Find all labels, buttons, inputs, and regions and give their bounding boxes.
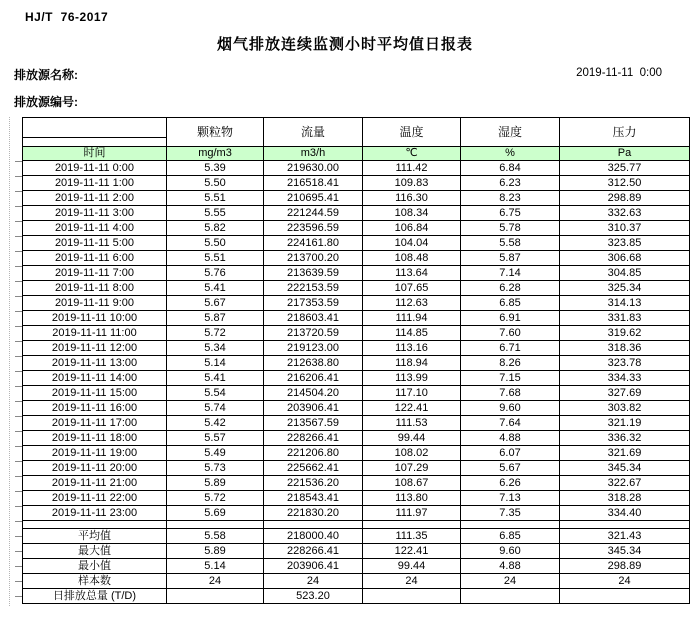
cell-value: 5.58: [167, 529, 264, 544]
cell-value: 112.63: [363, 296, 461, 311]
row-time: 2019-11-11 10:00: [23, 311, 167, 326]
unit-flow: m3/h: [264, 147, 363, 161]
row-time: 2019-11-11 8:00: [23, 281, 167, 296]
cell-value: 5.34: [167, 341, 264, 356]
cell-value: 109.83: [363, 176, 461, 191]
cell-value: 5.50: [167, 236, 264, 251]
cell-value: 114.85: [363, 326, 461, 341]
cell-value: 321.43: [560, 529, 690, 544]
cell-value: 332.63: [560, 206, 690, 221]
table-row: [23, 529, 690, 544]
cell-value: 5.74: [167, 401, 264, 416]
cell-value: 5.54: [167, 386, 264, 401]
cell-value: 5.72: [167, 491, 264, 506]
summary-label: 最小值: [23, 559, 167, 574]
cell-value: 327.69: [560, 386, 690, 401]
cell-value: [363, 589, 461, 604]
header-row-pollutants: [23, 118, 690, 138]
cell-value: 221206.80: [264, 446, 363, 461]
cell-value: 5.89: [167, 476, 264, 491]
spacer-cell: [461, 521, 560, 529]
row-time: 2019-11-11 5:00: [23, 236, 167, 251]
row-time: 2019-11-11 15:00: [23, 386, 167, 401]
cell-value: 334.40: [560, 506, 690, 521]
cell-value: 111.53: [363, 416, 461, 431]
spacer-row: [23, 521, 690, 529]
row-time: 2019-11-11 6:00: [23, 251, 167, 266]
row-time: 2019-11-11 3:00: [23, 206, 167, 221]
cell-value: 9.60: [461, 401, 560, 416]
cell-value: 6.91: [461, 311, 560, 326]
cell-value: 225662.41: [264, 461, 363, 476]
cell-value: 213567.59: [264, 416, 363, 431]
cell-value: 221244.59: [264, 206, 363, 221]
cell-value: 298.89: [560, 559, 690, 574]
cell-value: 118.94: [363, 356, 461, 371]
cell-value: 106.84: [363, 221, 461, 236]
table-row: [23, 311, 690, 326]
cell-value: 216206.41: [264, 371, 363, 386]
cell-value: 306.68: [560, 251, 690, 266]
cell-value: 24: [461, 574, 560, 589]
table-row: [23, 401, 690, 416]
cell-value: 203906.41: [264, 559, 363, 574]
cell-value: 6.28: [461, 281, 560, 296]
col-header-humidity: 湿度: [461, 118, 560, 147]
cell-value: 325.34: [560, 281, 690, 296]
cell-value: 111.42: [363, 161, 461, 176]
cell-value: 6.85: [461, 529, 560, 544]
cell-value: 222153.59: [264, 281, 363, 296]
row-time: 2019-11-11 11:00: [23, 326, 167, 341]
cell-value: 217353.59: [264, 296, 363, 311]
unit-pressure: Pa: [560, 147, 690, 161]
cell-value: 304.85: [560, 266, 690, 281]
cell-value: 5.42: [167, 416, 264, 431]
cell-value: 104.04: [363, 236, 461, 251]
table-row: [23, 161, 690, 176]
cell-value: 310.37: [560, 221, 690, 236]
cell-value: 219123.00: [264, 341, 363, 356]
page-title: 烟气排放连续监测小时平均值日报表: [216, 36, 473, 53]
table-row: [23, 326, 690, 341]
cell-value: 216518.41: [264, 176, 363, 191]
table-row: [23, 371, 690, 386]
row-time: 2019-11-11 23:00: [23, 506, 167, 521]
table-row: [23, 461, 690, 476]
summary-label: 样本数: [23, 574, 167, 589]
cell-value: 7.64: [461, 416, 560, 431]
spreadsheet-gridline-artifact: [9, 117, 10, 606]
spacer-cell: [167, 521, 264, 529]
cell-value: 8.26: [461, 356, 560, 371]
standard-code: HJ/T 76-2017: [25, 10, 109, 24]
cell-value: [167, 589, 264, 604]
cell-value: 108.02: [363, 446, 461, 461]
cell-value: 24: [363, 574, 461, 589]
cell-value: 298.89: [560, 191, 690, 206]
table-row: [23, 574, 690, 589]
cell-value: 6.75: [461, 206, 560, 221]
report-table: [22, 117, 690, 604]
cell-value: 303.82: [560, 401, 690, 416]
cell-value: 6.85: [461, 296, 560, 311]
cell-value: 24: [560, 574, 690, 589]
cell-value: 5.87: [167, 311, 264, 326]
cell-value: 113.99: [363, 371, 461, 386]
unit-humidity: %: [461, 147, 560, 161]
cell-value: 219630.00: [264, 161, 363, 176]
row-time: 2019-11-11 2:00: [23, 191, 167, 206]
cell-value: 5.67: [461, 461, 560, 476]
cell-value: 5.67: [167, 296, 264, 311]
summary-label: 平均值: [23, 529, 167, 544]
source-id-label: 排放源编号:: [14, 95, 78, 109]
cell-value: 221536.20: [264, 476, 363, 491]
cell-value: 5.14: [167, 356, 264, 371]
cell-value: 224161.80: [264, 236, 363, 251]
table-row: [23, 206, 690, 221]
table-row: [23, 386, 690, 401]
table-row: [23, 356, 690, 371]
spacer-cell: [264, 521, 363, 529]
cell-value: 7.14: [461, 266, 560, 281]
cell-value: 336.32: [560, 431, 690, 446]
cell-value: 314.13: [560, 296, 690, 311]
row-gridline-ticks: [15, 147, 22, 606]
cell-value: 213720.59: [264, 326, 363, 341]
table-row: [23, 491, 690, 506]
row-time: 2019-11-11 14:00: [23, 371, 167, 386]
cell-value: 213639.59: [264, 266, 363, 281]
col-header-pressure: 压力: [560, 118, 690, 147]
cell-value: 321.19: [560, 416, 690, 431]
table-row: [23, 544, 690, 559]
table-row: [23, 431, 690, 446]
spacer-cell: [363, 521, 461, 529]
cell-value: 5.57: [167, 431, 264, 446]
cell-value: 210695.41: [264, 191, 363, 206]
row-time: 2019-11-11 7:00: [23, 266, 167, 281]
cell-value: 213700.20: [264, 251, 363, 266]
row-time: 2019-11-11 0:00: [23, 161, 167, 176]
col-header-flow: 流量: [264, 118, 363, 147]
cell-value: 5.72: [167, 326, 264, 341]
cell-value: 117.10: [363, 386, 461, 401]
cell-value: 5.69: [167, 506, 264, 521]
cell-value: 113.80: [363, 491, 461, 506]
row-time: 2019-11-11 20:00: [23, 461, 167, 476]
cell-value: 116.30: [363, 191, 461, 206]
cell-value: 5.51: [167, 191, 264, 206]
cell-value: 334.33: [560, 371, 690, 386]
cell-value: 4.88: [461, 431, 560, 446]
corner-blank-top: [23, 118, 167, 138]
cell-value: 7.68: [461, 386, 560, 401]
cell-value: 5.41: [167, 371, 264, 386]
unit-temperature: ℃: [363, 147, 461, 161]
cell-value: 113.16: [363, 341, 461, 356]
cell-value: 218000.40: [264, 529, 363, 544]
cell-value: 321.69: [560, 446, 690, 461]
cell-value: 7.13: [461, 491, 560, 506]
table-row: [23, 266, 690, 281]
cell-value: 203906.41: [264, 401, 363, 416]
cell-value: 323.85: [560, 236, 690, 251]
table-row: [23, 589, 690, 604]
spacer-cell: [23, 521, 167, 529]
cell-value: [560, 589, 690, 604]
source-name-label: 排放源名称:: [14, 68, 78, 82]
table-row: [23, 176, 690, 191]
cell-value: 108.34: [363, 206, 461, 221]
cell-value: 318.28: [560, 491, 690, 506]
report-datetime: 2019-11-11 0:00: [576, 67, 662, 79]
row-time: 2019-11-11 4:00: [23, 221, 167, 236]
cell-value: 6.26: [461, 476, 560, 491]
cell-value: 113.64: [363, 266, 461, 281]
row-time: 2019-11-11 22:00: [23, 491, 167, 506]
cell-value: 6.23: [461, 176, 560, 191]
table-row: [23, 476, 690, 491]
row-time: 2019-11-11 1:00: [23, 176, 167, 191]
cell-value: 8.23: [461, 191, 560, 206]
cell-value: 111.35: [363, 529, 461, 544]
cell-value: 5.39: [167, 161, 264, 176]
cell-value: 318.36: [560, 341, 690, 356]
cell-value: 111.94: [363, 311, 461, 326]
cell-value: 5.87: [461, 251, 560, 266]
cell-value: 6.84: [461, 161, 560, 176]
cell-value: 5.82: [167, 221, 264, 236]
cell-value: 5.89: [167, 544, 264, 559]
cell-value: 331.83: [560, 311, 690, 326]
spacer-section: [23, 521, 690, 529]
cell-value: 107.29: [363, 461, 461, 476]
cell-value: 108.67: [363, 476, 461, 491]
cell-value: 218603.41: [264, 311, 363, 326]
summary-rows: [23, 529, 690, 604]
cell-value: 7.15: [461, 371, 560, 386]
cell-value: 5.41: [167, 281, 264, 296]
cell-value: 4.88: [461, 559, 560, 574]
cell-value: 99.44: [363, 431, 461, 446]
cell-value: 5.76: [167, 266, 264, 281]
cell-value: 228266.41: [264, 544, 363, 559]
cell-value: 228266.41: [264, 431, 363, 446]
cell-value: 99.44: [363, 559, 461, 574]
cell-value: 214504.20: [264, 386, 363, 401]
cell-value: 108.48: [363, 251, 461, 266]
data-rows: [23, 161, 690, 521]
table-row: [23, 191, 690, 206]
row-time: 2019-11-11 17:00: [23, 416, 167, 431]
header-row-units: [23, 147, 690, 161]
cell-value: 218543.41: [264, 491, 363, 506]
table-row: [23, 446, 690, 461]
cell-value: 9.60: [461, 544, 560, 559]
cell-value: 7.60: [461, 326, 560, 341]
cell-value: [461, 589, 560, 604]
table-row: [23, 281, 690, 296]
unit-particulate: mg/m3: [167, 147, 264, 161]
cell-value: 223596.59: [264, 221, 363, 236]
table-row: [23, 296, 690, 311]
cell-value: 122.41: [363, 401, 461, 416]
cell-value: 7.35: [461, 506, 560, 521]
col-header-particulate: 颗粒物: [167, 118, 264, 147]
cell-value: 5.51: [167, 251, 264, 266]
table-row: [23, 416, 690, 431]
table-row: [23, 251, 690, 266]
row-time: 2019-11-11 9:00: [23, 296, 167, 311]
row-time: 2019-11-11 16:00: [23, 401, 167, 416]
row-time: 2019-11-11 19:00: [23, 446, 167, 461]
cell-value: 24: [264, 574, 363, 589]
cell-value: 322.67: [560, 476, 690, 491]
cell-value: 5.50: [167, 176, 264, 191]
col-header-temperature: 温度: [363, 118, 461, 147]
cell-value: 6.71: [461, 341, 560, 356]
cell-value: 5.14: [167, 559, 264, 574]
corner-blank-bottom: [23, 138, 167, 147]
cell-value: 107.65: [363, 281, 461, 296]
cell-value: 122.41: [363, 544, 461, 559]
row-time: 2019-11-11 21:00: [23, 476, 167, 491]
cell-value: 325.77: [560, 161, 690, 176]
table-row: [23, 559, 690, 574]
cell-value: 345.34: [560, 461, 690, 476]
cell-value: 5.58: [461, 236, 560, 251]
cell-value: 5.55: [167, 206, 264, 221]
row-time: 2019-11-11 12:00: [23, 341, 167, 356]
cell-value: 319.62: [560, 326, 690, 341]
cell-value: 6.07: [461, 446, 560, 461]
summary-label: 最大值: [23, 544, 167, 559]
cell-value: 221830.20: [264, 506, 363, 521]
row-time: 2019-11-11 18:00: [23, 431, 167, 446]
spacer-cell: [560, 521, 690, 529]
table-row: [23, 236, 690, 251]
cell-value: 5.78: [461, 221, 560, 236]
table-row: [23, 506, 690, 521]
row-time: 2019-11-11 13:00: [23, 356, 167, 371]
time-header: 时间: [23, 147, 167, 161]
table-row: [23, 221, 690, 236]
cell-value: 523.20: [264, 589, 363, 604]
cell-value: 24: [167, 574, 264, 589]
cell-value: 5.49: [167, 446, 264, 461]
cell-value: 345.34: [560, 544, 690, 559]
cell-value: 312.50: [560, 176, 690, 191]
summary-label: 日排放总量 (T/D): [23, 589, 167, 604]
cell-value: 111.97: [363, 506, 461, 521]
cell-value: 212638.80: [264, 356, 363, 371]
cell-value: 323.78: [560, 356, 690, 371]
cell-value: 5.73: [167, 461, 264, 476]
table-row: [23, 341, 690, 356]
